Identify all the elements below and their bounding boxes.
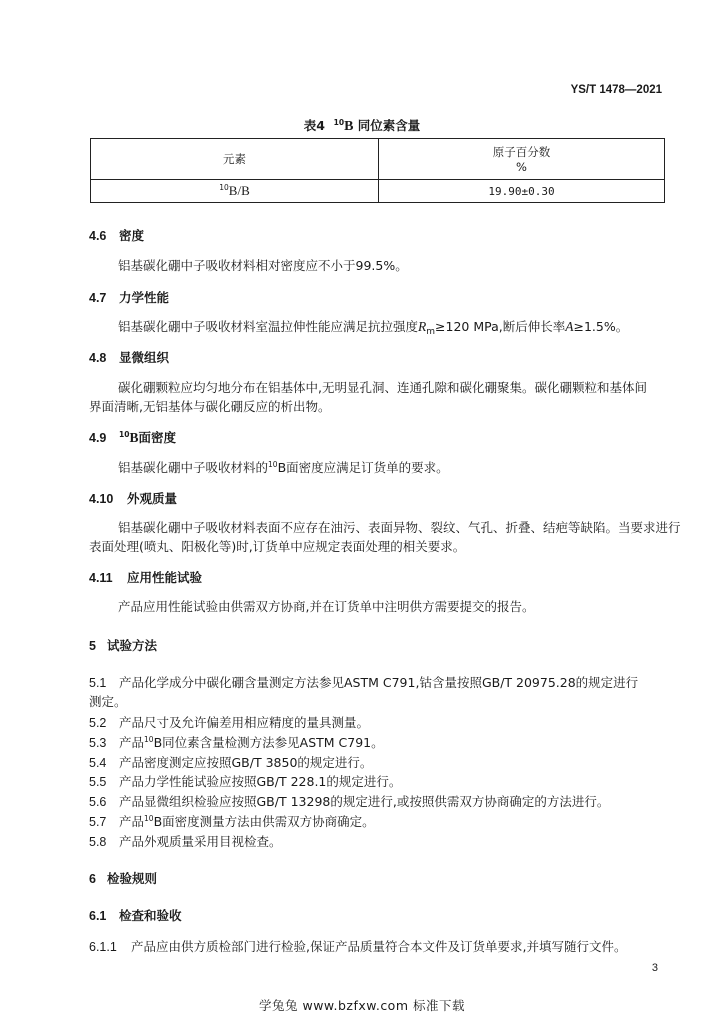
clause-6-1-1: 6.1.1 产品应由供方质检部门进行检验,保证产品质量符合本文件及订货单要求,并填写随行文件。 [89,939,627,954]
paragraph-4-8-line1: 碳化硼颗粒应均匀地分布在铝基体中,无明显孔洞、连通孔隙和碳化硼聚集。碳化硼颗粒和基体间 [118,380,647,395]
clause-5-4: 5.4 产品密度测定应按照GB/T 3850的规定进行。 [89,755,373,770]
heading-4-9: 4.9 $^{10}$B面密度 [89,430,176,445]
heading-4-6: 4.6 密度 [89,228,145,243]
clause-5-6: 5.6 产品显微组织检验应按照GB/T 13298的规定进行,或按照供需双方协商确定的方法进行。 [89,794,610,809]
clause-5-7: 5.7 产品$^{10}$B面密度测量方法由供需双方协商确定。 [89,814,375,829]
footer-watermark[interactable]: 学兔兔 www.bzfxw.com 标准下载 [259,998,465,1013]
clause-5-2: 5.2 产品尺寸及允许偏差用相应精度的量具测量。 [89,715,370,730]
table-header-row [91,139,665,180]
table-row [91,180,665,203]
heading-4-7: 4.7 力学性能 [89,290,170,305]
paragraph-4-7: 铝基碳化硼中子吸收材料室温拉伸性能应满足抗拉强度$R_m\ge 120$ MPa,断后伸长率A≥1.5%。 [118,319,629,337]
cell-value: 19.90±0.30 [379,180,665,203]
heading-4-8: 4.8 显微组织 [89,350,170,365]
cell-element: $^{10}$B/B [91,180,379,203]
page-number: 3 [651,962,658,974]
paragraph-4-11: 产品应用性能试验由供需双方协商,并在订货单中注明供方需要提交的报告。 [118,599,535,614]
clause-5-1-line1: 5.1 产品化学成分中碳化硼含量测定方法参见ASTM C791,钴含量按照GB/T 20975.28的规定进行 [89,675,639,690]
standard-number: YS/T 1478—2021 [570,84,662,96]
paragraph-4-9: 铝基碳化硼中子吸收材料的$^{10}$B面密度应满足订货单的要求。 [118,460,449,475]
table-caption: 表4 $^{10}$B 同位素含量 [303,118,421,134]
heading-4-11: 4.11 应用性能试验 [89,570,203,585]
heading-4-10: 4.10 外观质量 [89,491,178,506]
paragraph-4-10-line1: 铝基碳化硼中子吸收材料表面不应存在油污、表面异物、裂纹、气孔、折叠、结疤等缺陷。当要求进行 [118,520,681,535]
heading-6-1: 6.1 检查和验收 [89,908,182,923]
header-atomic-percent: 原子百分数 % [379,139,665,180]
paragraph-4-10-line2: 表面处理(喷丸、阳极化等)时,订货单中应规定表面处理的相关要求。 [89,539,466,554]
paragraph-4-6: 铝基碳化硼中子吸收材料相对密度应不小于99.5%。 [118,258,408,273]
paragraph-4-8-line2: 界面清晰,无铝基体与碳化硼反应的析出物。 [89,399,331,414]
heading-6: 6 检验规则 [89,871,158,886]
clause-5-1-line2: 测定。 [89,694,127,709]
clause-5-8: 5.8 产品外观质量采用目视检查。 [89,834,282,849]
heading-5: 5 试验方法 [89,638,158,653]
clause-5-5: 5.5 产品力学性能试验应按照GB/T 228.1的规定进行。 [89,774,402,789]
clause-5-3: 5.3 产品$^{10}$B同位素含量检测方法参见ASTM C791。 [89,735,384,750]
isotope-table [90,138,665,203]
header-element: 元素 [91,139,379,180]
